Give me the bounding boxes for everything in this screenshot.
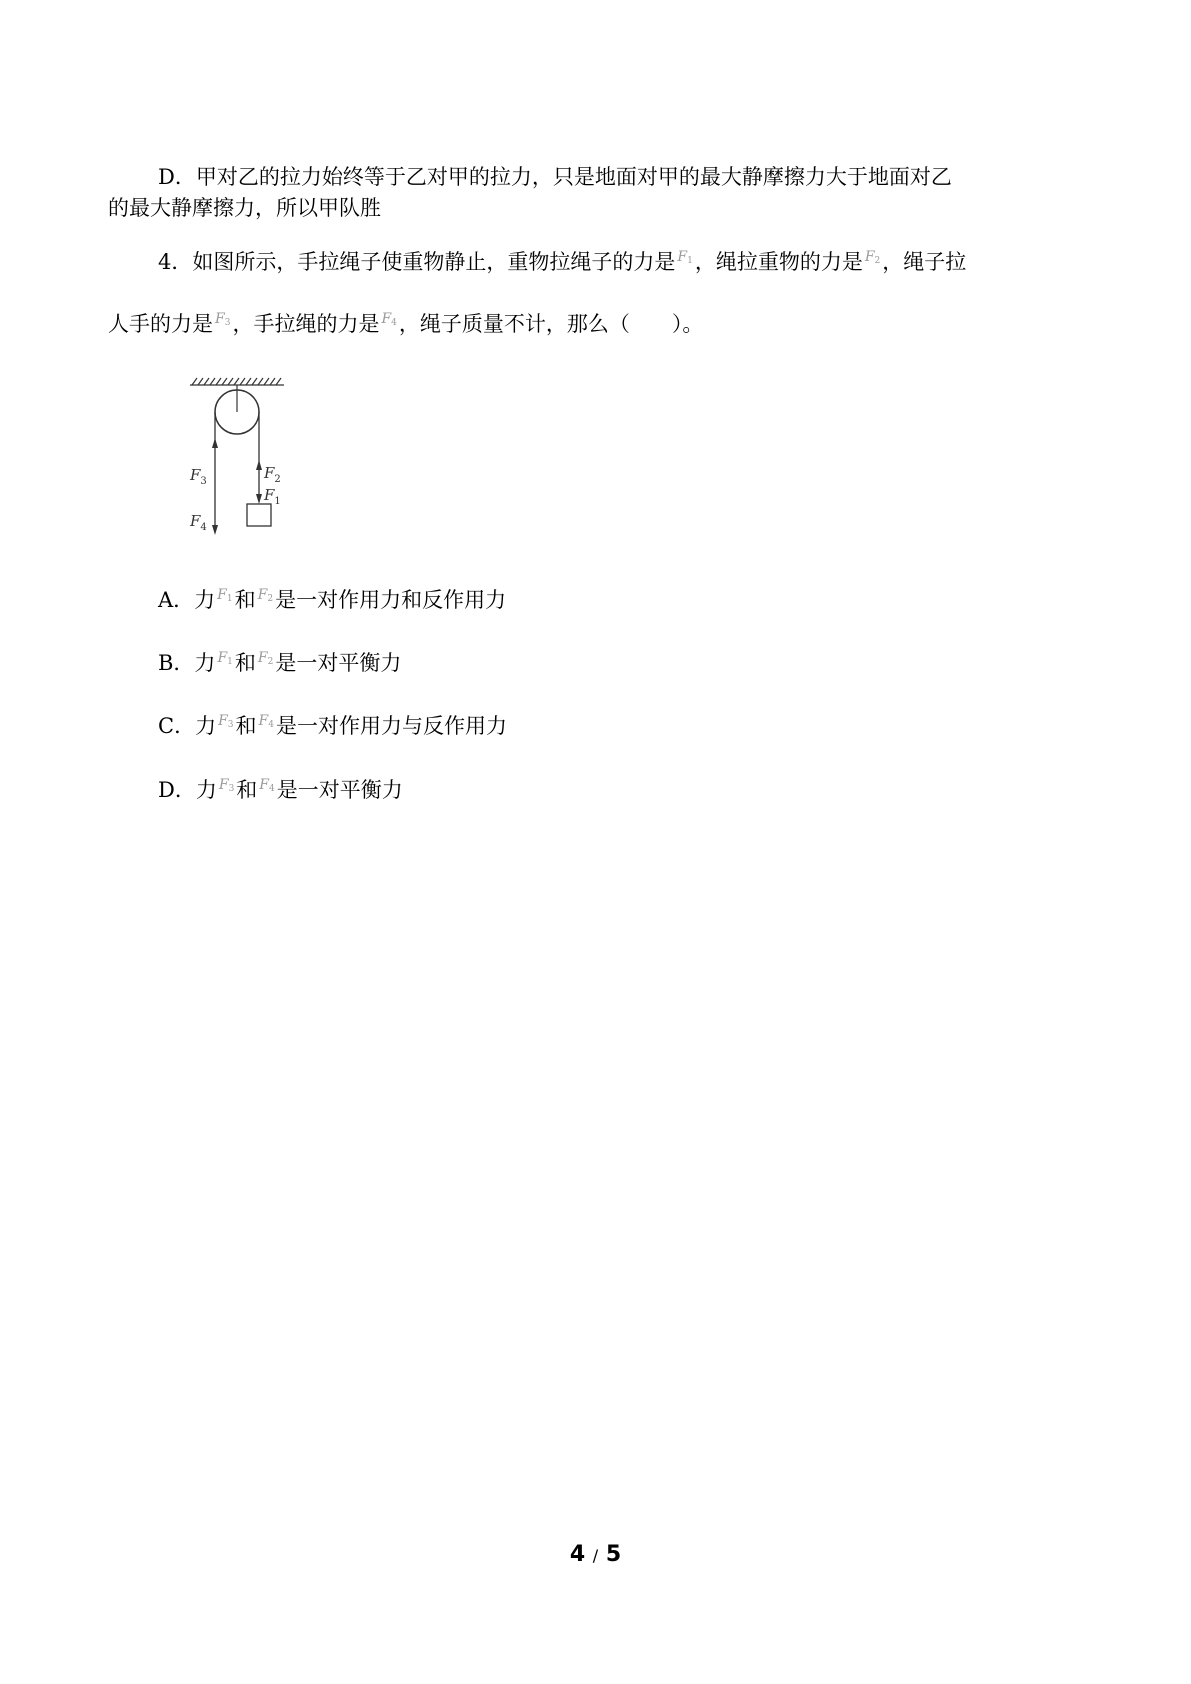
option-d[interactable] <box>158 770 403 805</box>
option-a-suffix: 是一对作用力和反作用力 <box>275 588 507 612</box>
option-a-prefix: A．力 <box>158 588 216 612</box>
label-f1: $F_1$ <box>264 486 281 507</box>
question-number: 4． <box>158 250 193 274</box>
option-a[interactable] <box>158 580 506 615</box>
force-symbol-f3: $F_3$ <box>218 777 235 794</box>
question-4-line1 <box>158 242 966 277</box>
page-total: 5 <box>605 1542 622 1567</box>
label-f2: $F_2$ <box>264 464 281 485</box>
option-b-prefix: B．力 <box>158 651 216 675</box>
question-text: ，绳子质量不计，那么（ ）。 <box>398 312 704 336</box>
option-c[interactable] <box>158 706 507 741</box>
question-text: ，手拉绳的力是 <box>232 312 380 336</box>
option-d-prefix: D．力 <box>158 778 217 802</box>
option-c-prefix: C．力 <box>158 714 217 738</box>
question-text: ，绳拉重物的力是 <box>694 250 863 274</box>
page-current: 4 <box>569 1542 586 1567</box>
force-symbol-f4: $F_4$ <box>258 713 274 730</box>
question-text: 人手的力是 <box>108 312 213 336</box>
page-number <box>0 1542 1191 1567</box>
arrow-f4 <box>212 525 218 535</box>
ceiling <box>190 378 284 385</box>
question-text: ，绳子拉 <box>882 250 967 274</box>
force-symbol-f2: $F_2$ <box>257 650 274 667</box>
force-symbol-f1: $F_1$ <box>217 587 233 604</box>
option-c-mid: 和 <box>235 714 257 738</box>
option-b-mid: 和 <box>234 651 256 675</box>
label-f3: $F_3$ <box>190 466 207 487</box>
force-symbol-f3: $F_3$ <box>218 713 234 730</box>
arrow-f3 <box>212 438 218 448</box>
page-separator: / <box>592 1546 599 1565</box>
force-symbol-f4: $F_4$ <box>259 777 275 794</box>
force-symbol-f1: $F_1$ <box>217 650 233 667</box>
force-symbol-f1: $F_1$ <box>677 249 693 266</box>
arrow-f1 <box>256 494 262 504</box>
arrow-f2 <box>256 460 262 470</box>
option-b[interactable] <box>158 643 401 678</box>
pulley-diagram <box>180 370 290 540</box>
label-f4: $F_4$ <box>190 512 207 533</box>
question-text: 如图所示，手拉绳子使重物静止，重物拉绳子的力是 <box>192 250 676 274</box>
prev-option-d-line2: 的最大静摩擦力，所以甲队胜 <box>108 196 381 220</box>
force-symbol-f3: $F_3$ <box>215 311 231 328</box>
option-d-mid: 和 <box>236 778 258 802</box>
prev-option-d-line1: D．甲对乙的拉力始终等于乙对甲的拉力，只是地面对甲的最大静摩擦力大于地面对乙 <box>158 165 952 189</box>
option-b-suffix: 是一对平衡力 <box>275 651 402 675</box>
weight-block <box>247 504 271 526</box>
question-4-line2 <box>108 304 703 339</box>
option-c-suffix: 是一对作用力与反作用力 <box>275 714 507 738</box>
force-symbol-f2: $F_2$ <box>864 249 881 266</box>
force-symbol-f4: $F_4$ <box>381 311 397 328</box>
option-d-suffix: 是一对平衡力 <box>276 778 403 802</box>
force-symbol-f2: $F_2$ <box>257 587 274 604</box>
option-a-mid: 和 <box>234 588 256 612</box>
